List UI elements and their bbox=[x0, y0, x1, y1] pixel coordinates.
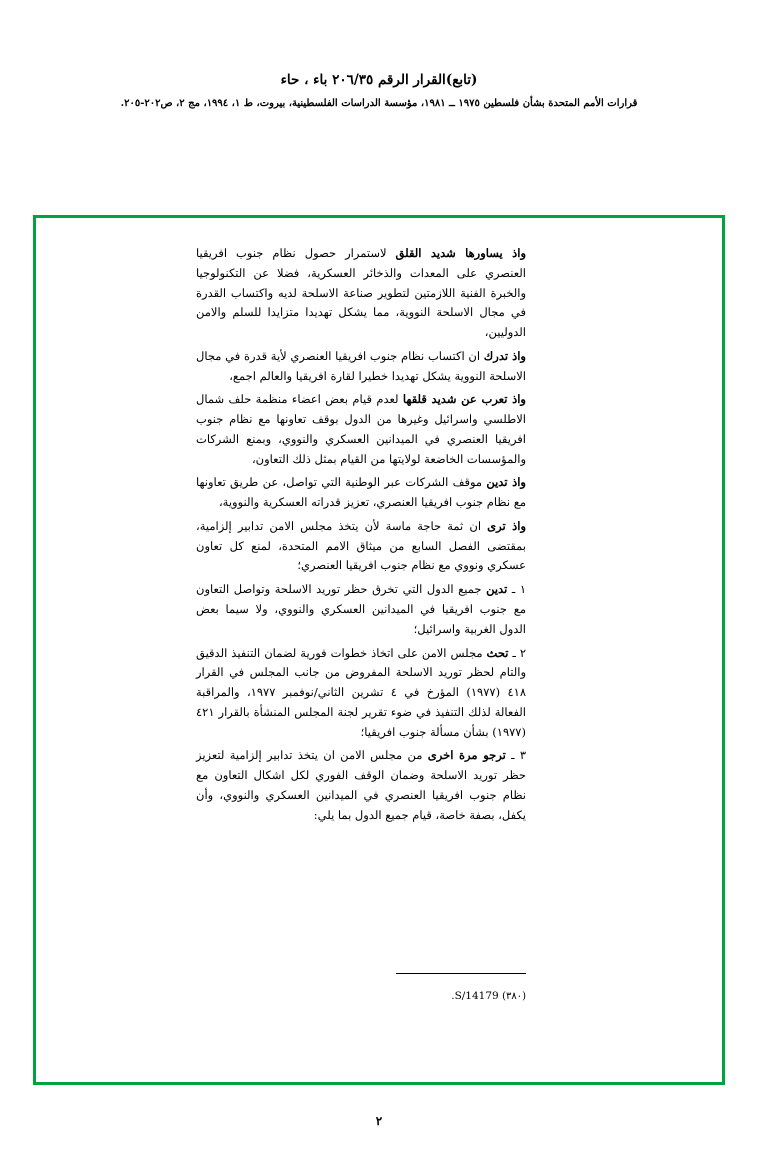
document-page bbox=[0, 72, 758, 1150]
content-frame bbox=[33, 215, 725, 1085]
paragraph-lead: ترجو مرة اخرى bbox=[427, 748, 506, 763]
paragraph-text: لاستمرار حصول نظام جنوب افريقيا العنصري على المعدات والذخائر العسكرية، فضلا عن التكنولوجيا والخبرة الفنية اللازمتين لتطوير صناعة الاسلحة لديه واكتساب القدرة في مجال الاسلحة النووية، مما يشكل تهديدا متزايدا للسلم والامن الدوليين، bbox=[196, 246, 526, 340]
page-header bbox=[0, 72, 758, 109]
footnote-marker: (٣٨٠) bbox=[502, 991, 526, 1002]
paragraph bbox=[196, 517, 526, 576]
paragraph-text: ان ثمة حاجة ماسة لأن يتخذ مجلس الامن تدابير إلزامية، بمقتضى الفصل السابع من ميثاق الامم المتحدة، لمنع كل تعاون عسكري ونووي مع نظام جنوب افريقيا العنصري؛ bbox=[196, 518, 526, 573]
paragraph-text: ان اكتساب نظام جنوب افريقيا العنصري لأية قدرة في مجال الاسلحة النووية يشكل تهديدا خطيرا لقارة افريقيا والعالم اجمع، bbox=[196, 348, 526, 383]
paragraph bbox=[196, 244, 526, 343]
page-title: (تابع)القرار الرقم ٢٠٦/٣٥ باء ، حاء bbox=[280, 72, 478, 88]
paragraph bbox=[196, 347, 526, 387]
page-number: ٢ bbox=[375, 1114, 383, 1128]
paragraph-text: مجلس الامن على اتخاذ خطوات فورية لضمان التنفيذ الدقيق والتام لحظر توريد الاسلحة المفروض من جانب المجلس في القرار ٤١٨ (١٩٧٧) المؤرخ في ٤ تشرين الثاني/نوفمبر ١٩٧٧، والمراقبة الفعالة لذلك التنفيذ في ضوء تقرير لجنة المجلس المنشأة بالقرار ٤٢١ (١٩٧٧) بشأن مسألة جنوب افريقيا؛ bbox=[196, 645, 526, 739]
numbered-paragraph bbox=[196, 580, 526, 639]
numbered-paragraph bbox=[196, 746, 526, 825]
source-citation: قرارات الأمم المتحدة بشأن فلسطين ١٩٧٥ ــ ١٩٨١، مؤسسة الدراسات الفلسطينية، بيروت، ط ١، ١٩٩٤، مج ٢، ص٢٠٢-٢٠٥. bbox=[120, 98, 638, 109]
numbered-paragraph bbox=[196, 644, 526, 743]
paragraph-lead: واذ تدين bbox=[486, 475, 526, 490]
paragraph-text: من مجلس الامن ان يتخذ تدابير إلزامية لتعزيز حظر توريد الاسلحة وضمان الوقف الفوري لكل اشكال التعاون مع نظام جنوب افريقيا العنصري في الميدانين العسكري والنووي، وأن يكفل، بصفة خاصة، قيام جميع الدول بما يلي: bbox=[196, 748, 526, 822]
paragraph-lead: واذ تدرك bbox=[483, 348, 526, 363]
paragraph-number: ٢ ـ bbox=[508, 645, 526, 660]
paragraph-lead: تحث bbox=[486, 645, 509, 660]
paragraph-text: موقف الشركات عبر الوطنية التي تواصل، عن طريق تعاونها مع نظام جنوب افريقيا العنصري، تعزيز قدراته العسكرية والنووية، bbox=[196, 475, 526, 510]
paragraph-text: جميع الدول التي تخرق حظر توريد الاسلحة وتواصل التعاون مع جنوب افريقيا في الميدانين العسكري والنووي، ولا سيما بعض الدول الغربية واسرائيل؛ bbox=[196, 582, 526, 636]
paragraph-lead: واذ ترى bbox=[487, 518, 526, 533]
paragraph bbox=[196, 473, 526, 513]
document-body bbox=[196, 244, 526, 829]
paragraph-lead: تدين bbox=[486, 582, 508, 597]
paragraph-lead: واذ يساورها شديد القلق bbox=[395, 246, 526, 260]
footnote-text: S/14179. bbox=[451, 990, 499, 1002]
paragraph bbox=[196, 390, 526, 469]
paragraph-lead: واذ تعرب عن شديد قلقها bbox=[402, 392, 526, 407]
footnote bbox=[196, 990, 526, 1002]
footnote-separator bbox=[396, 973, 526, 974]
paragraph-number: ٣ ـ bbox=[505, 748, 526, 763]
paragraph-text: لعدم قيام بعض اعضاء منظمة حلف شمال الاطلسي واسرائيل وغيرها من الدول بوقف تعاونها مع نظام جنوب افريقيا العنصري في الميدانين العسكري والنووي، وبمنع الشركات والمؤسسات الخاضعة لولايتها من القيام بمثل ذلك التعاون، bbox=[196, 392, 526, 466]
paragraph-number: ١ ـ bbox=[507, 582, 527, 597]
